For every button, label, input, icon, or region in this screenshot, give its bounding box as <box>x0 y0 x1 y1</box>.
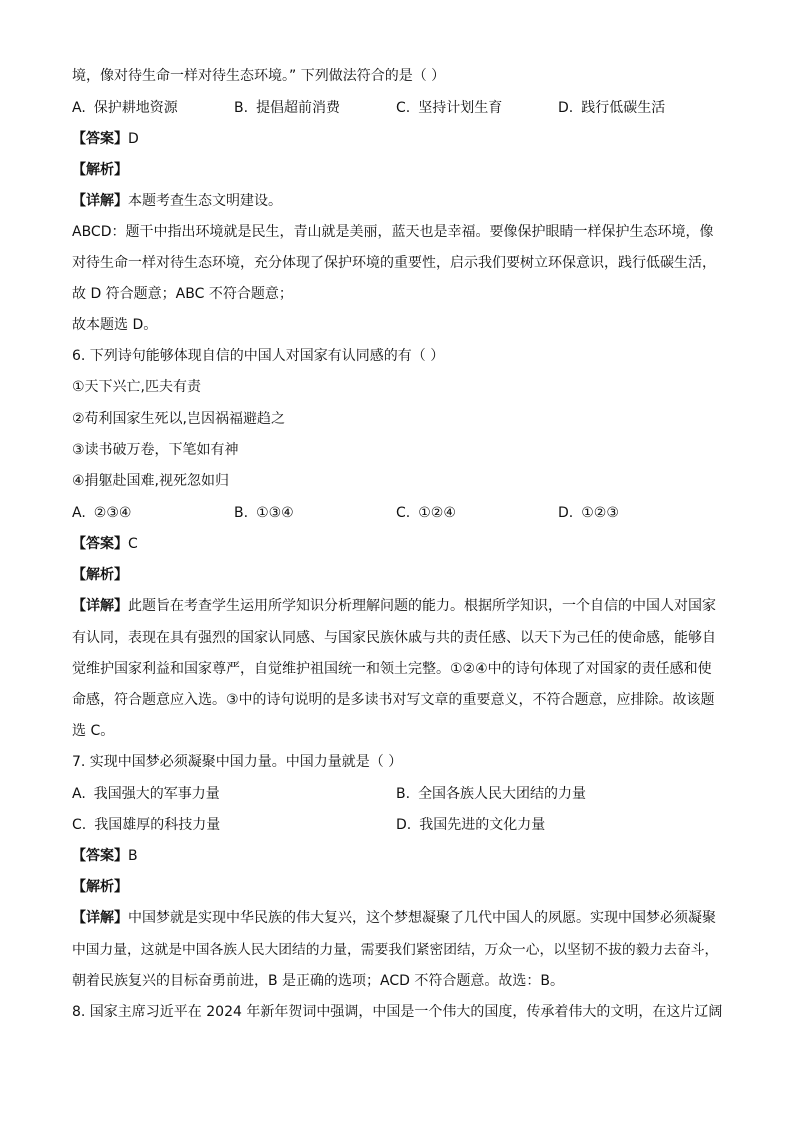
q6-item-2: ②苟利国家生死以,岂因祸福避趋之 <box>72 411 286 427</box>
q8-stem: 8. 国家主席习近平在 2024 年新年贺词中强调，中国是一个伟大的国度，传承着伟大的文明，在这片辽阔 <box>72 1004 723 1020</box>
q6-item-4: ④捐躯赴国难,视死忽如归 <box>72 473 230 489</box>
q7-answer: 【答案】B <box>72 848 138 864</box>
q6-detail-line-2: 有认同，表现在具有强烈的国家认同感、与国家民族休戚与共的责任感、以天下为己任的使命感，能够自 <box>72 630 716 646</box>
q7-detail-line-3: 朝着民族复兴的目标奋勇前进，B 是正确的选项；ACD 不符合题意。故选：B。 <box>72 973 564 989</box>
q6-detail-line-4: 命感，符合题意应入选。③中的诗句说明的是多读书对写文章的重要意义，不符合题意，应排除。故该题 <box>72 692 715 708</box>
q5-stem: 境，像对待生命一样对待生态环境。” 下列做法符合的是（ ） <box>72 68 446 84</box>
q7-option-d: D. 我国先进的文化力量 <box>396 817 546 833</box>
q5-detail-line-1: 【详解】本题考查生态文明建设。 <box>72 193 282 209</box>
q5-option-d: D. 践行低碳生活 <box>558 100 666 116</box>
q5-option-c: C. 坚持计划生育 <box>396 100 503 116</box>
q6-detail-line-3: 觉维护国家利益和国家尊严，自觉维护祖国统一和领土完整。①②④中的诗句体现了对国家的责任感和使 <box>72 661 712 677</box>
q6-item-3: ③读书破万卷，下笔如有神 <box>72 442 239 458</box>
q6-answer: 【答案】C <box>72 536 138 552</box>
q7-option-b: B. 全国各族人民大团结的力量 <box>396 786 587 802</box>
q6-detail-line-1: 【详解】此题旨在考查学生运用所学知识分析理解问题的能力。根据所学知识，一个自信的中国人对国家 <box>72 598 716 614</box>
q6-stem: 6. 下列诗句能够体现自信的中国人对国家有认同感的有（ ） <box>72 348 445 364</box>
q7-detail-line-1: 【详解】中国梦就是实现中华民族的伟大复兴，这个梦想凝聚了几代中国人的夙愿。实现中国梦必须凝聚 <box>72 910 716 926</box>
q7-stem: 7. 实现中国梦必须凝聚中国力量。中国力量就是（ ） <box>72 754 403 770</box>
q5-analysis-label: 【解析】 <box>72 162 128 178</box>
q5-answer: 【答案】D <box>72 131 139 147</box>
q6-detail-line-5: 选 C。 <box>72 723 115 739</box>
q5-option-b: B. 提倡超前消费 <box>234 100 341 116</box>
q6-option-b: B. ①③④ <box>234 505 294 521</box>
q5-detail-line-4: 故 D 符合题意；ABC 不符合题意； <box>72 286 293 302</box>
q5-option-a: A. 保护耕地资源 <box>72 100 178 116</box>
q7-option-c: C. 我国雄厚的科技力量 <box>72 817 221 833</box>
q6-option-d: D. ①②③ <box>558 505 619 521</box>
q5-detail-line-2: ABCD：题干中指出环境就是民生，青山就是美丽，蓝天也是幸福。要像保护眼睛一样保护生态环境，像 <box>72 224 714 240</box>
q6-analysis-label: 【解析】 <box>72 567 128 583</box>
q5-detail-line-5: 故本题选 D。 <box>72 317 158 333</box>
q5-detail-line-3: 对待生命一样对待生态环境，充分体现了保护环境的重要性，启示我们要树立环保意识，践行低碳生活， <box>72 255 716 271</box>
q6-option-a: A. ②③④ <box>72 505 132 521</box>
q6-option-c: C. ①②④ <box>396 505 456 521</box>
q7-analysis-label: 【解析】 <box>72 879 128 895</box>
q7-detail-line-2: 中国力量，这就是中国各族人民大团结的力量，需要我们紧密团结，万众一心，以坚韧不拔的毅力去奋斗， <box>72 942 719 958</box>
q6-item-1: ①天下兴亡,匹夫有责 <box>72 379 202 395</box>
q7-option-a: A. 我国强大的军事力量 <box>72 786 220 802</box>
